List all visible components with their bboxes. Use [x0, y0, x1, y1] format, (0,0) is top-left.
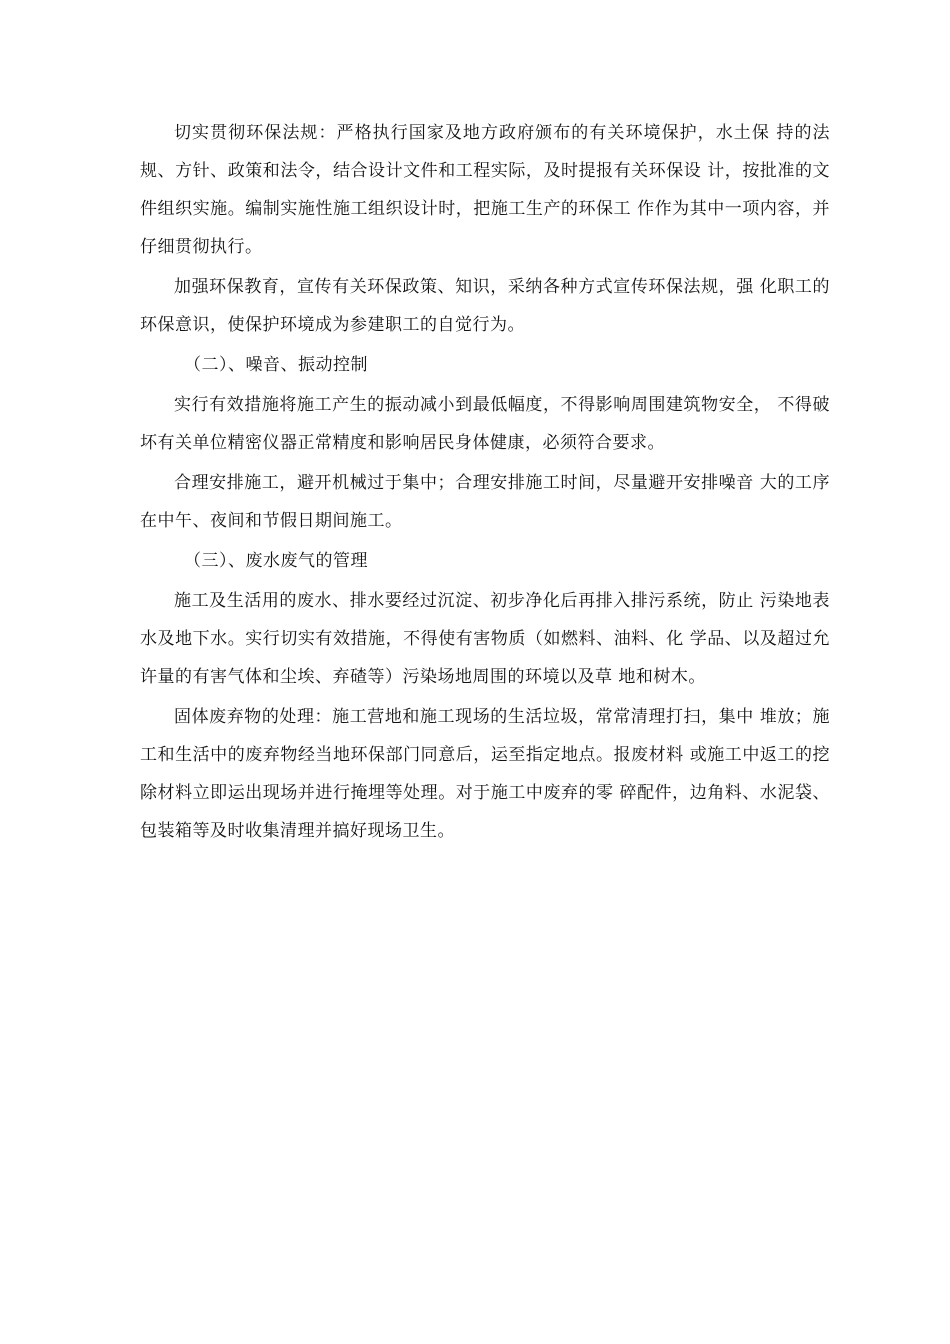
- document-body: [140, 114, 830, 850]
- paragraph-vibration-measures: 实行有效措施将施工产生的振动减小到最低幅度，不得影响周围建筑物安全， 不得破坏有关单位精密仪器正常精度和影响居民身体健康，必须符合要求。: [140, 395, 830, 453]
- paragraph-noise-scheduling: 合理安排施工，避开机械过于集中；合理安排施工时间，尽量避开安排噪音 大的工序在中午、夜间和节假日期间施工。: [140, 473, 830, 531]
- section-heading-noise-vibration: （二）、噪音、振动控制: [184, 355, 368, 375]
- paragraph-environmental-regulations: 切实贯彻环保法规：严格执行国家及地方政府颁布的有关环境保护，水土保 持的法规、方针、政策和法令，结合设计文件和工程实际，及时提报有关环保设 计，按批准的文件组织实施。编制实施性施工组织设计时，把施工生产的环保工 作作为其中一项内容，并仔细贯彻执行。: [140, 123, 830, 257]
- paragraph-solid-waste: 固体废弃物的处理：施工营地和施工现场的生活垃圾，常常清理打扫，集中 堆放；施工和生活中的废弃物经当地环保部门同意后，运至指定地点。报废材料 或施工中返工的挖除材料立即运出现场并进行掩埋等处理。对于施工中废弃的零 碎配件，边角料、水泥袋、包装箱等及时收集清理并搞好现场卫生。: [140, 707, 830, 841]
- section-heading-wastewater-gas: （三）、废水废气的管理: [184, 551, 368, 571]
- paragraph-wastewater-treatment: 施工及生活用的废水、排水要经过沉淀、初步净化后再排入排污系统，防止 污染地表水及地下水。实行切实有效措施，不得使有害物质（如燃料、油料、化 学品、以及超过允许量的有害气体和尘埃、弃碴等）污染场地周围的环境以及草 地和树木。: [140, 591, 830, 687]
- paragraph-environmental-education: 加强环保教育，宣传有关环保政策、知识，采纳各种方式宣传环保法规，强 化职工的环保意识，使保护环境成为参建职工的自觉行为。: [140, 277, 830, 335]
